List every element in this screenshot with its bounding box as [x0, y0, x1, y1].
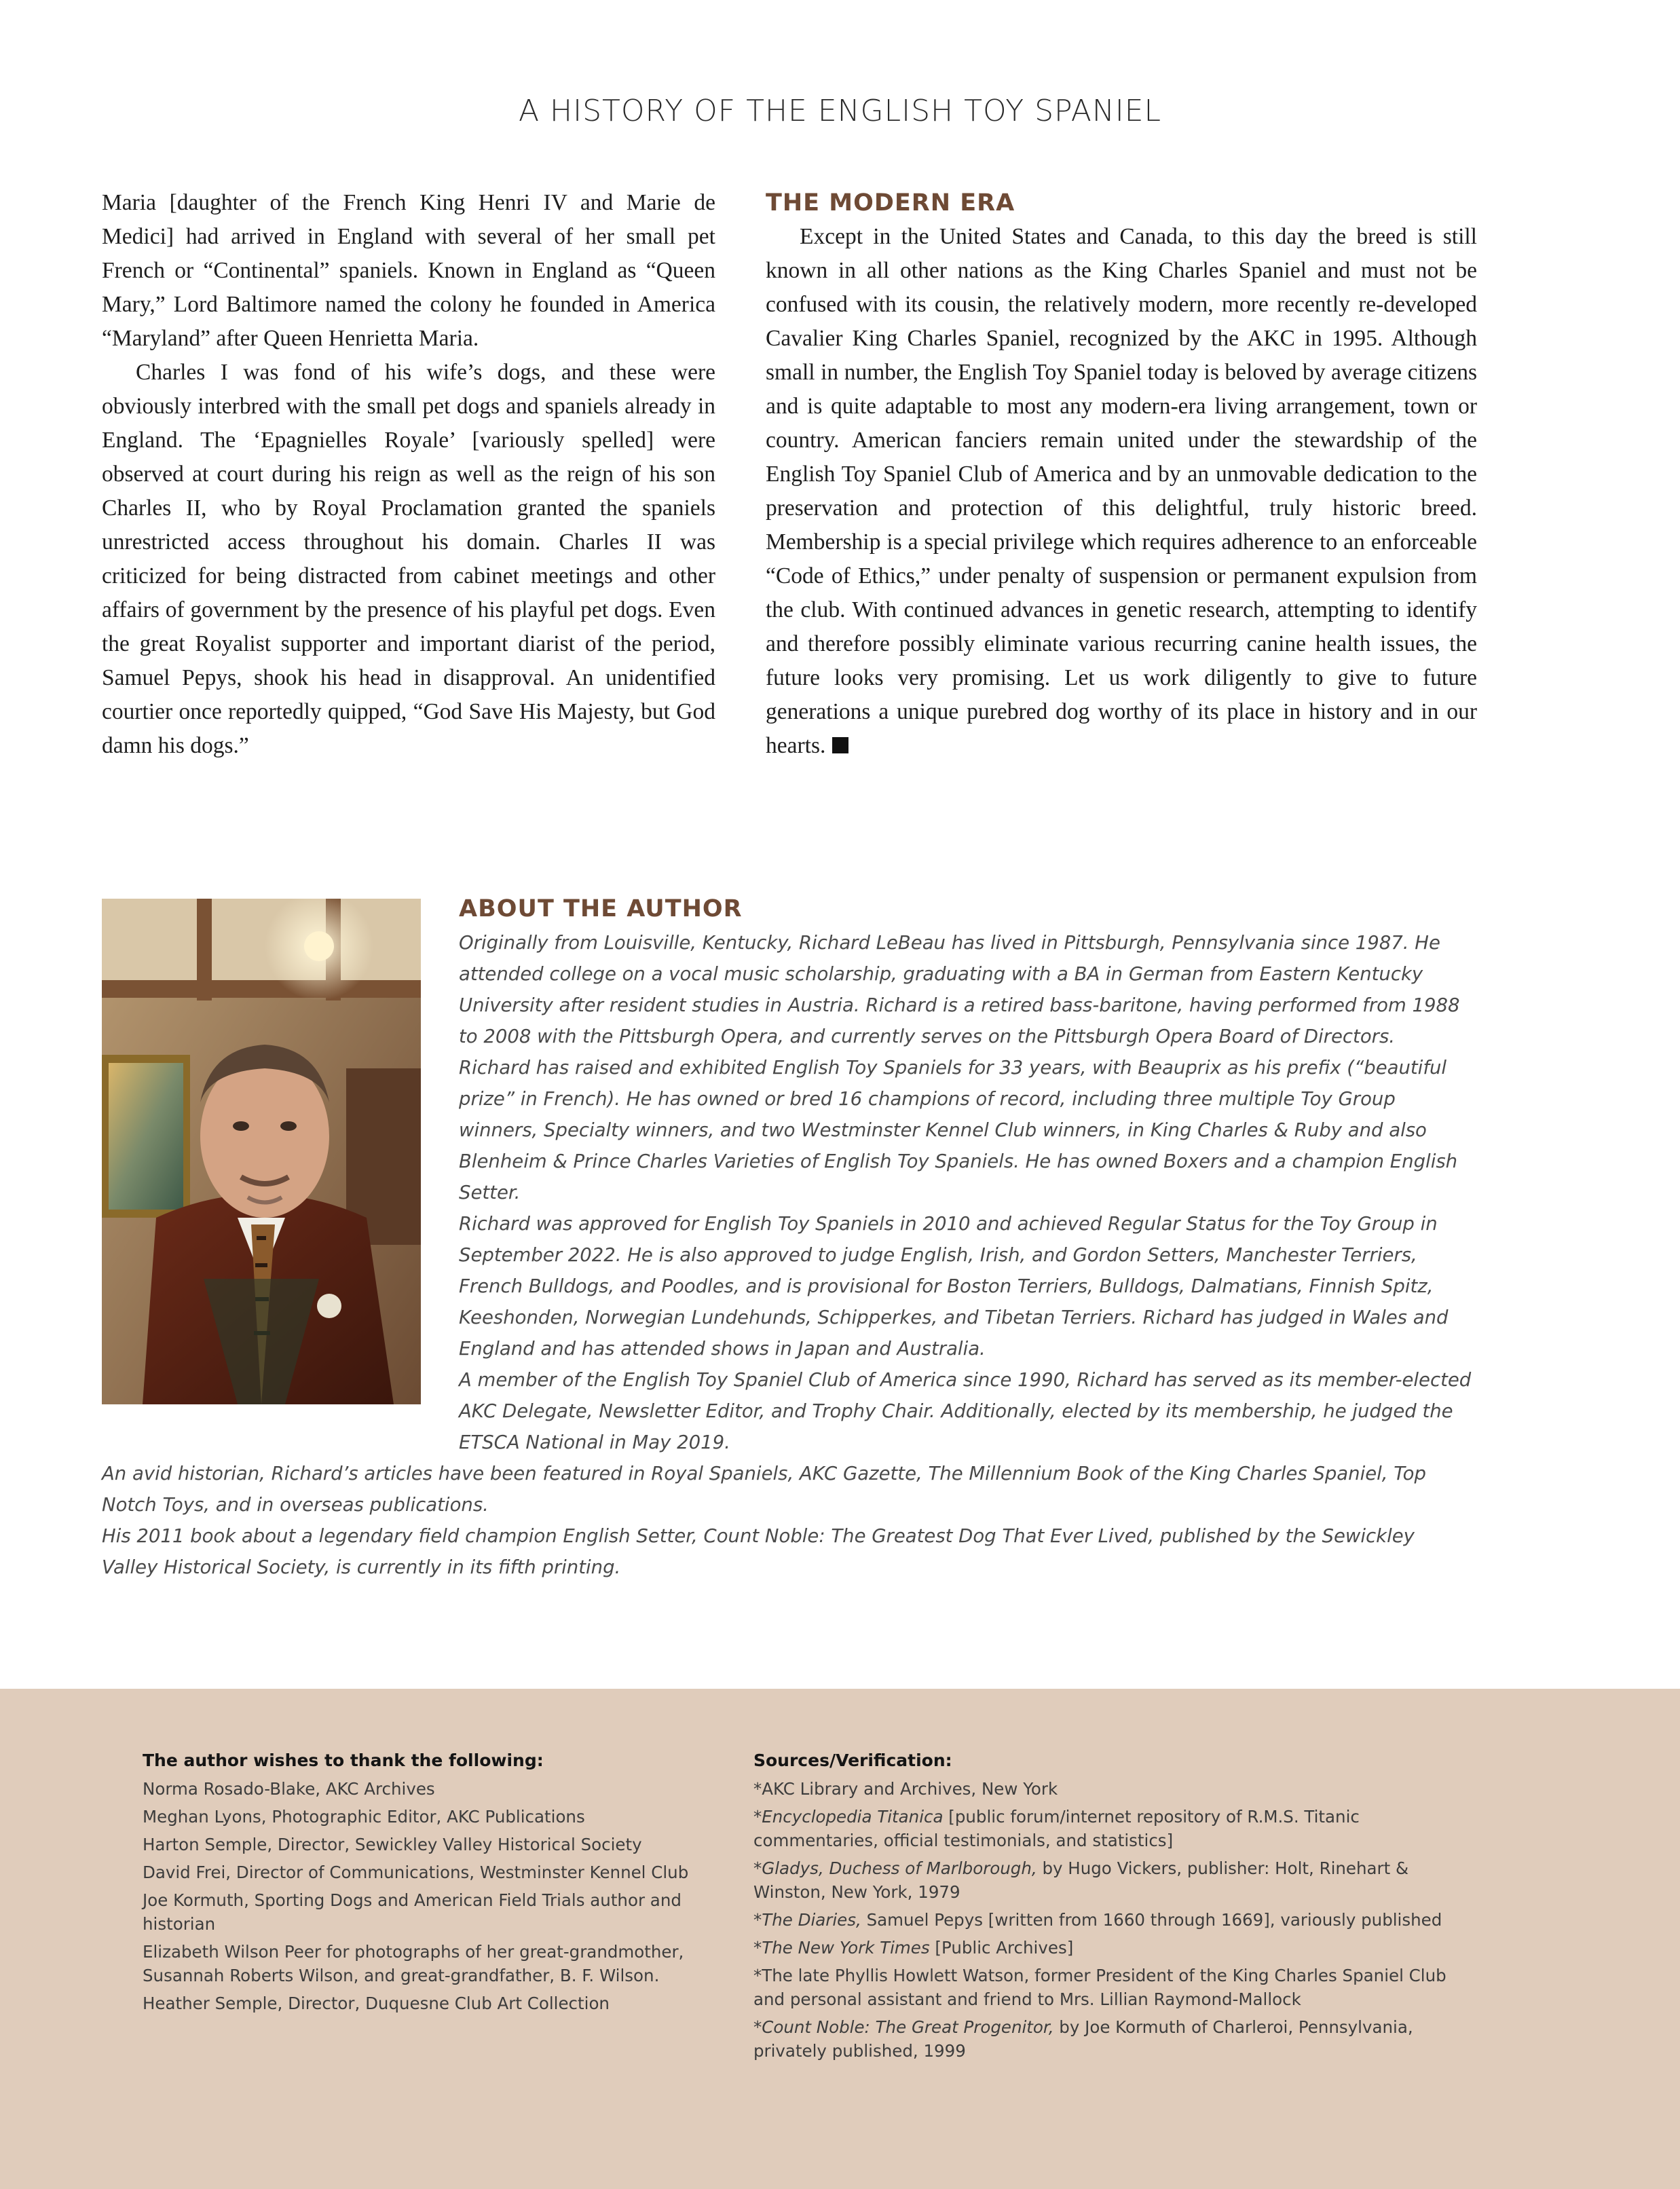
bio-paragraph: An avid historian, Richard’s articles have been featured in Royal Spaniels, AKC Gazette, The Millennium Book of the King Charles Spaniel, Top Notch Toys, and in overseas publications. — [102, 1463, 1426, 1516]
source-title: The Diaries, — [762, 1910, 861, 1930]
thanks-item: Joe Kormuth, Sporting Dogs and American Field Trials author and historian — [143, 1890, 682, 1934]
source-prefix: * — [753, 1807, 762, 1827]
about-author-heading: ABOUT THE AUTHOR — [459, 895, 743, 922]
source-rest: [public forum/internet repository of R.M.S. Titanic commentaries, official testimonials, and statistics] — [753, 1807, 1360, 1850]
source-rest: by Joe Kormuth of Charleroi, Pennsylvania, privately published, 1999 — [753, 2017, 1413, 2061]
modern-era-text: Except in the United States and Canada, to this day the breed is still known in all other nations as the King Charles Spaniel and must not be confused with its cousin, the relatively modern, more recently re-developed Cavalier King Charles Spaniel, recognized by the AKC in 1995. Although small in number, the English Toy Spaniel today is beloved by average citizens and is quite adaptable to most any modern-era living arrangement, town or country. American fanciers remain united under the stewardship of the English Toy Spaniel Club of America and by an unmovable dedication to the preservation and protection of this delightful, truly historic breed. Membership is a special privilege which requires adherence to an enforceable “Code of Ethics,” under penalty of suspension or permanent expulsion from the club. With continued advances in genetic research, attempting to identify and therefore possibly eliminate various recurring canine health issues, the future looks very promising. Let us work diligently to give to future generations a unique purebred dog worthy of its place in history and in our hearts. — [766, 224, 1477, 758]
source-title: Count Noble: The Great Progenitor, — [762, 2017, 1054, 2037]
bio-paragraph: Richard has raised and exhibited English Toy Spaniels for 33 years, with Beauprix as his prefix (“beautiful prize” in French). He has owned or bred 16 champions of record, including three multiple Toy Group winners, Specialty winners, and two Westminster Kennel Club winners, in King Charles & Ruby and also Blenheim & Prince Charles Varieties of English Toy Spaniels. He has owned Boxers and a champion English Setter. — [459, 1057, 1458, 1203]
source-title: The New York Times — [762, 1938, 930, 1958]
thanks-item: Harton Semple, Director, Sewickley Valley Historical Society — [143, 1835, 642, 1854]
source-rest: [Public Archives] — [929, 1938, 1074, 1958]
source-item — [753, 2015, 1473, 2063]
source-item — [753, 1908, 1473, 1932]
source-prefix: * — [753, 2017, 762, 2037]
bio-paragraph: Richard was approved for English Toy Spaniels in 2010 and achieved Regular Status for the Toy Group in September 2022. He is also approved to judge English, Irish, and Gordon Setters, Manchester Terriers, French Bulldogs, and Poodles, and is provisional for Boston Terriers, Bulldogs, Dalmatians, Finnish Spitz, Keeshonden, Norwegian Lundehunds, Schipperkes, and Tibetan Terriers. Richard has judged in Wales and England and has attended shows in Japan and Australia. — [459, 1213, 1449, 1360]
source-item — [753, 1964, 1473, 2011]
bio-paragraph: A member of the English Toy Spaniel Club of America since 1990, Richard has served as its member-elected AKC Delegate, Newsletter Editor, and Trophy Chair. Additionally, elected by its membership, he judged the ETSCA National in May 2019. — [459, 1369, 1472, 1453]
source-prefix: * — [753, 1938, 762, 1958]
history-paragraph: Charles I was fond of his wife’s dogs, and these were obviously interbred with the small pet dogs and spaniels already in England. The ‘Epagnielles Royale’ [variously spelled] were observed at court during his reign as well as the reign of his son Charles II, who by Royal Proclamation granted the spaniels unrestricted access throughout his domain. Charles II was criticized for being distracted from cabinet meetings and other affairs of government by the presence of his playful pet dogs. Even the great Royalist supporter and important diarist of the period, Samuel Pepys, shook his head in disapproval. An unidentified courtier once reportedly quipped, “God Save His Majesty, but God damn his dogs.” — [102, 360, 715, 758]
sources-heading: Sources/Verification: — [753, 1751, 952, 1770]
thanks-column — [143, 1748, 726, 2019]
photo-wrap-spacer — [102, 927, 459, 1428]
history-paragraph: Maria [daughter of the French King Henri IV and Marie de Medici] had arrived in England with several of her small pet French or “Continental” spaniels. Known in England as “Queen Mary,” Lord Baltimore named the colony he founded in America “Maryland” after Queen Henrietta Maria. — [102, 190, 715, 351]
thanks-item: Heather Semple, Director, Duquesne Club Art Collection — [143, 1994, 610, 2013]
thanks-heading: The author wishes to thank the following: — [143, 1751, 544, 1770]
thanks-item: Elizabeth Wilson Peer for photographs of her great-grandmother, Susannah Roberts Wilson, and great-grandfather, B. F. Wilson. — [143, 1942, 684, 1985]
running-title: A HISTORY OF THE ENGLISH TOY SPANIEL — [518, 94, 1162, 128]
thanks-item: Meghan Lyons, Photographic Editor, AKC Publications — [143, 1807, 585, 1827]
source-title: Encyclopedia Titanica — [762, 1807, 944, 1827]
modern-era-paragraph — [766, 220, 1477, 763]
source-item — [753, 1805, 1473, 1852]
left-column — [102, 186, 715, 763]
source-item — [753, 1856, 1473, 1904]
source-prefix: * — [753, 1858, 762, 1878]
bio-paragraph: His 2011 book about a legendary field champion English Setter, Count Noble: The Greatest Dog That Ever Lived, published by the Sewickley Valley Historical Society, is currently in its fifth printing. — [102, 1525, 1415, 1578]
modern-era-heading: THE MODERN ERA — [766, 189, 1015, 217]
end-of-article-mark-icon — [832, 737, 848, 753]
source-title: Gladys, Duchess of Marlborough, — [762, 1858, 1037, 1878]
thanks-item: Norma Rosado-Blake, AKC Archives — [143, 1779, 435, 1799]
source-prefix: * — [753, 1910, 762, 1930]
source-prefix: *The late Phyllis Howlett Watson, former President of the King Charles Spaniel Club and personal assistant and friend to Mrs. Lillian Raymond-Mallock — [753, 1966, 1446, 2009]
source-rest: Samuel Pepys [written from 1660 through 1669], variously published — [861, 1910, 1442, 1930]
modern-era-column — [766, 186, 1477, 763]
sources-column — [753, 1748, 1473, 2067]
source-item — [753, 1936, 1473, 1960]
source-rest: by Hugo Vickers, publisher: Holt, Rinehart & Winston, New York, 1979 — [753, 1858, 1409, 1902]
thanks-item: David Frei, Director of Communications, Westminster Kennel Club — [143, 1863, 689, 1882]
source-prefix: *AKC Library and Archives, New York — [753, 1779, 1058, 1799]
author-bio — [102, 927, 1473, 1583]
source-item — [753, 1777, 1473, 1801]
bio-paragraph: Originally from Louisville, Kentucky, Richard LeBeau has lived in Pittsburgh, Pennsylvania since 1987. He attended college on a vocal music scholarship, graduating with a BA in German from Eastern Kentucky University after resident studies in Austria. Richard is a retired bass-baritone, having performed from 1988 to 2008 with the Pittsburgh Opera, and currently serves on the Pittsburgh Opera Board of Directors. — [459, 932, 1460, 1047]
